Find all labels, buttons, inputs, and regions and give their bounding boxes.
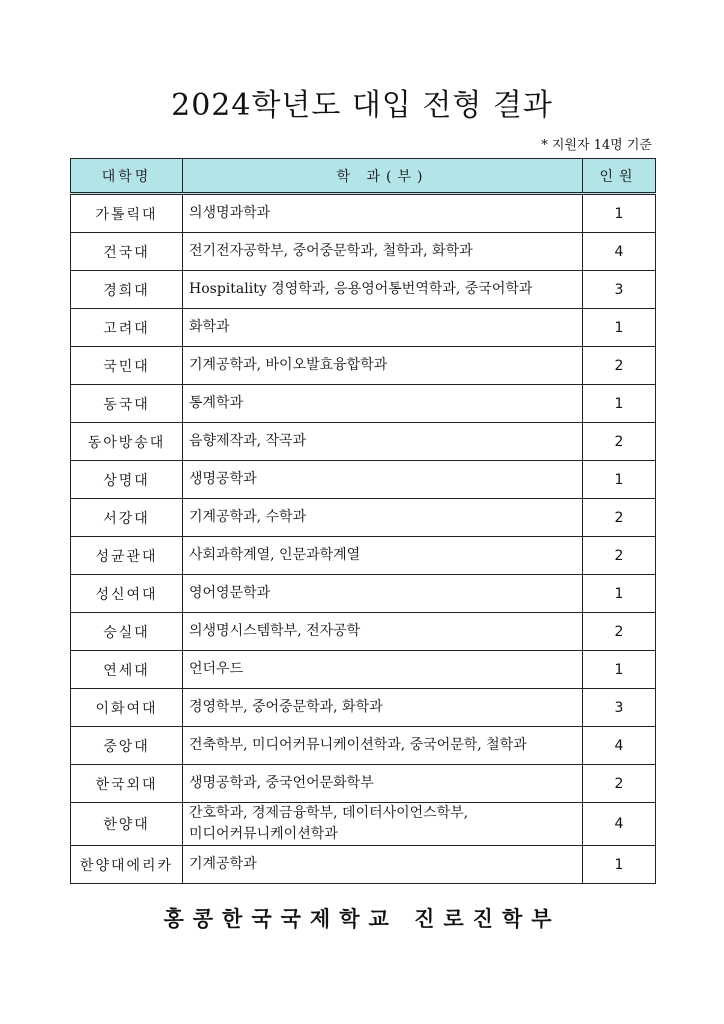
department-line: 미디어커뮤니케이션학과 bbox=[189, 826, 338, 842]
count-cell: 2 bbox=[583, 347, 656, 385]
count-cell: 1 bbox=[583, 575, 656, 613]
table-row bbox=[71, 347, 656, 385]
table-row bbox=[71, 309, 656, 347]
department-cell: 기계공학과 bbox=[183, 846, 583, 884]
count-cell: 4 bbox=[583, 803, 656, 846]
table-row bbox=[71, 613, 656, 651]
school-cell: 동국대 bbox=[71, 385, 183, 423]
department-cell: 사회과학계열, 인문과학계열 bbox=[183, 537, 583, 575]
count-cell: 2 bbox=[583, 499, 656, 537]
page-title: 2024학년도 대입 전형 결과 bbox=[171, 88, 553, 123]
school-cell: 한국외대 bbox=[71, 765, 183, 803]
count-cell: 4 bbox=[583, 233, 656, 271]
school-cell: 서강대 bbox=[71, 499, 183, 537]
table-row bbox=[71, 271, 656, 309]
table-row bbox=[71, 385, 656, 423]
department-cell: 언더우드 bbox=[183, 651, 583, 689]
school-footer: 홍콩한국국제학교 진로진학부 bbox=[163, 906, 561, 931]
count-cell: 1 bbox=[583, 194, 656, 233]
count-cell: 1 bbox=[583, 651, 656, 689]
count-cell: 1 bbox=[583, 461, 656, 499]
count-cell: 1 bbox=[583, 385, 656, 423]
table-row bbox=[71, 689, 656, 727]
table-row bbox=[71, 461, 656, 499]
department-cell: 의생명시스템학부, 전자공학 bbox=[183, 613, 583, 651]
department-cell: 의생명과학과 bbox=[183, 194, 583, 233]
table-row bbox=[71, 765, 656, 803]
school-cell: 가톨릭대 bbox=[71, 194, 183, 233]
table-row bbox=[71, 846, 656, 884]
count-cell: 3 bbox=[583, 271, 656, 309]
department-cell: 통계학과 bbox=[183, 385, 583, 423]
table-row bbox=[71, 499, 656, 537]
department-cell: 전기전자공학부, 중어중문학과, 철학과, 화학과 bbox=[183, 233, 583, 271]
department-cell: 기계공학과, 수학과 bbox=[183, 499, 583, 537]
school-cell: 성균관대 bbox=[71, 537, 183, 575]
department-cell: 영어영문학과 bbox=[183, 575, 583, 613]
table-row bbox=[71, 194, 656, 233]
admission-results-table bbox=[70, 158, 656, 884]
table-row bbox=[71, 233, 656, 271]
school-cell: 숭실대 bbox=[71, 613, 183, 651]
department-cell bbox=[183, 803, 583, 846]
school-cell: 경희대 bbox=[71, 271, 183, 309]
department-line: 간호학과, 경제금융학부, 데이터사이언스학부, bbox=[189, 805, 469, 821]
count-cell: 4 bbox=[583, 727, 656, 765]
table-row bbox=[71, 727, 656, 765]
school-cell: 상명대 bbox=[71, 461, 183, 499]
department-cell: 생명공학과, 중국언어문화학부 bbox=[183, 765, 583, 803]
department-cell: 생명공학과 bbox=[183, 461, 583, 499]
table-row bbox=[71, 575, 656, 613]
count-cell: 2 bbox=[583, 613, 656, 651]
department-cell: 음향제작과, 작곡과 bbox=[183, 423, 583, 461]
count-cell: 2 bbox=[583, 765, 656, 803]
table-row bbox=[71, 803, 656, 846]
school-cell: 건국대 bbox=[71, 233, 183, 271]
table-header-row bbox=[71, 159, 656, 194]
count-cell: 1 bbox=[583, 309, 656, 347]
school-cell: 연세대 bbox=[71, 651, 183, 689]
header-department: 학 과(부) bbox=[183, 159, 583, 194]
school-cell: 중앙대 bbox=[71, 727, 183, 765]
table-row bbox=[71, 423, 656, 461]
department-cell: 건축학부, 미디어커뮤니케이션학과, 중국어문학, 철학과 bbox=[183, 727, 583, 765]
school-cell: 한양대 bbox=[71, 803, 183, 846]
school-cell: 한양대에리카 bbox=[71, 846, 183, 884]
count-cell: 2 bbox=[583, 423, 656, 461]
count-cell: 1 bbox=[583, 846, 656, 884]
department-cell: 화학과 bbox=[183, 309, 583, 347]
department-cell: 경영학부, 중어중문학과, 화학과 bbox=[183, 689, 583, 727]
school-cell: 동아방송대 bbox=[71, 423, 183, 461]
school-cell: 국민대 bbox=[71, 347, 183, 385]
table-row bbox=[71, 651, 656, 689]
school-cell: 고려대 bbox=[71, 309, 183, 347]
header-count: 인원 bbox=[583, 159, 656, 194]
header-school: 대학명 bbox=[71, 159, 183, 194]
school-cell: 이화여대 bbox=[71, 689, 183, 727]
school-cell: 성신여대 bbox=[71, 575, 183, 613]
table-row bbox=[71, 537, 656, 575]
count-cell: 3 bbox=[583, 689, 656, 727]
count-cell: 2 bbox=[583, 537, 656, 575]
department-cell: 기계공학과, 바이오발효융합학과 bbox=[183, 347, 583, 385]
department-cell: Hospitality 경영학과, 응용영어통번역학과, 중국어학과 bbox=[183, 271, 583, 309]
basis-note: * 지원자 14명 기준 bbox=[541, 138, 652, 153]
